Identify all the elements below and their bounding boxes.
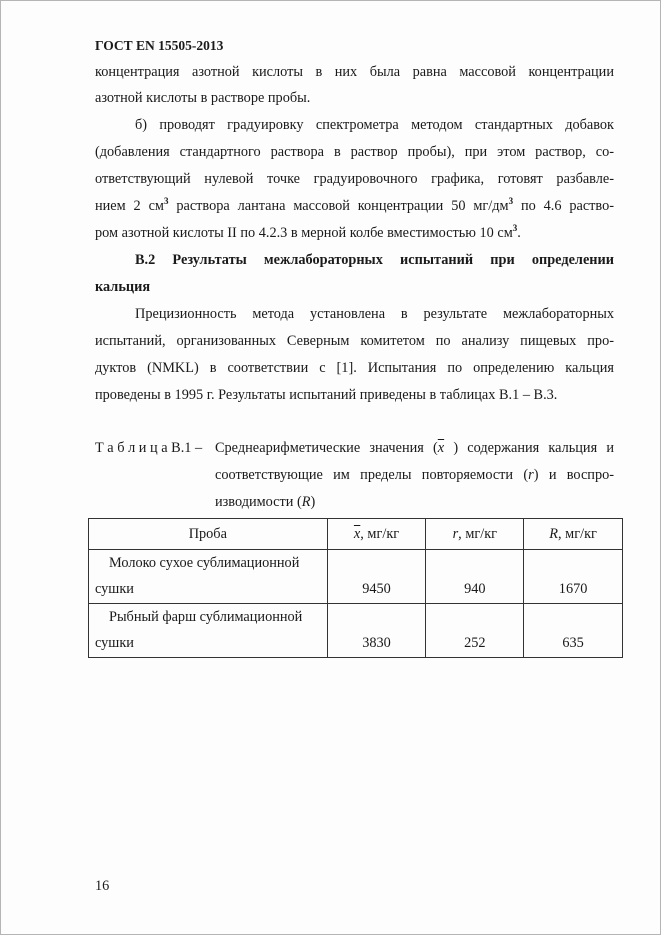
sample-name-cont: сушки: [95, 635, 134, 651]
page-number: 16: [95, 878, 110, 894]
repeatability-symbol: r: [452, 525, 459, 542]
table-row: [89, 550, 623, 604]
paragraph-line: дуктов (NMKL) в соответствии с [1]. Испытания по определению кальция: [95, 360, 614, 376]
paragraph-line: (добавления стандартного раствора в раствор пробы), при этом раствор, со-: [95, 144, 614, 160]
repeatability-cell: 940: [426, 550, 524, 604]
text-span: по 4.6 раство-: [513, 198, 614, 214]
section-heading: В.2 Результаты межлабораторных испытаний при определении: [135, 252, 614, 268]
mean-value-cell: 9450: [327, 550, 426, 604]
paragraph-line: ответствующий нулевой точке градуировочного графика, готовят разбавле-: [95, 171, 614, 187]
sample-name-cell: [89, 550, 328, 604]
paragraph-line: испытаний, организованных Северным комитетом по анализу пищевых про-: [95, 333, 614, 349]
sample-name: Молоко сухое сублимационной: [109, 555, 300, 571]
text-span: ): [310, 494, 316, 510]
header-reproducibility: [524, 519, 623, 550]
paragraph-line: б) проводят градуировку спектрометра методом стандартных добавок: [135, 117, 614, 133]
superscript: 3: [163, 196, 169, 206]
text-span: Среднеарифметические значения (: [215, 440, 438, 456]
sample-name: Рыбный фарш сублимационной: [109, 609, 303, 625]
reproducibility-cell: 635: [524, 604, 623, 658]
paragraph-line: азотной кислоты в растворе пробы.: [95, 90, 311, 106]
reproducibility-symbol: R: [549, 525, 559, 542]
text-span: раствора лантана массовой концентрации 50 мг/дм: [168, 198, 509, 214]
text-span: ) и воспро-: [533, 467, 614, 483]
paragraph-line: Прецизионность метода установлена в результате межлабораторных: [135, 306, 614, 322]
text-span: ) содержания кальция и: [453, 440, 614, 456]
table-caption-line: [215, 462, 614, 488]
text-span: .: [517, 225, 521, 241]
table-caption-line: [215, 435, 614, 461]
table-caption-line: [215, 489, 315, 515]
repeatability-symbol: r: [528, 467, 534, 483]
header-unit: , мг/кг: [360, 525, 400, 542]
section-heading-cont: кальция: [95, 279, 151, 295]
repeatability-cell: 252: [426, 604, 524, 658]
paragraph-line: [95, 193, 614, 219]
text-span: изводимости (: [215, 494, 302, 510]
reproducibility-cell: 1670: [524, 550, 623, 604]
table-caption-label: Т а б л и ц а В.1 –: [95, 440, 203, 456]
paragraph-line: концентрация азотной кислоты в них была равна массовой концентрации: [95, 64, 614, 80]
text-span: нием 2 см: [95, 198, 164, 214]
header-mean: [327, 519, 426, 550]
text-span: соответствующие им пределы повторяемости (: [215, 467, 529, 483]
mean-value-cell: 3830: [327, 604, 426, 658]
text-span: ром азотной кислоты II по 4.2.3 в мерной колбе вместимостью 10 см: [95, 225, 513, 241]
paragraph-line: проведены в 1995 г. Результаты испытаний приведены в таблицах В.1 – В.3.: [95, 387, 558, 403]
results-table: [88, 518, 623, 658]
header-sample: Проба: [89, 519, 328, 550]
sample-name-cell: [89, 604, 328, 658]
reproducibility-symbol: R: [301, 494, 311, 510]
header-repeatability: [426, 519, 524, 550]
superscript: 3: [508, 196, 514, 206]
paragraph-line: [95, 220, 614, 246]
sample-name-cont: сушки: [95, 581, 134, 597]
header-unit: , мг/кг: [458, 525, 498, 542]
mean-symbol: $\overline{x}$: [437, 440, 445, 456]
header-unit: , мг/кг: [558, 525, 597, 542]
superscript: 3: [512, 223, 518, 233]
document-header: ГОСТ EN 15505-2013: [95, 38, 224, 53]
table-row: [89, 604, 623, 658]
table-header-row: [89, 519, 623, 550]
mean-symbol: $\overline{x}$: [353, 525, 361, 542]
